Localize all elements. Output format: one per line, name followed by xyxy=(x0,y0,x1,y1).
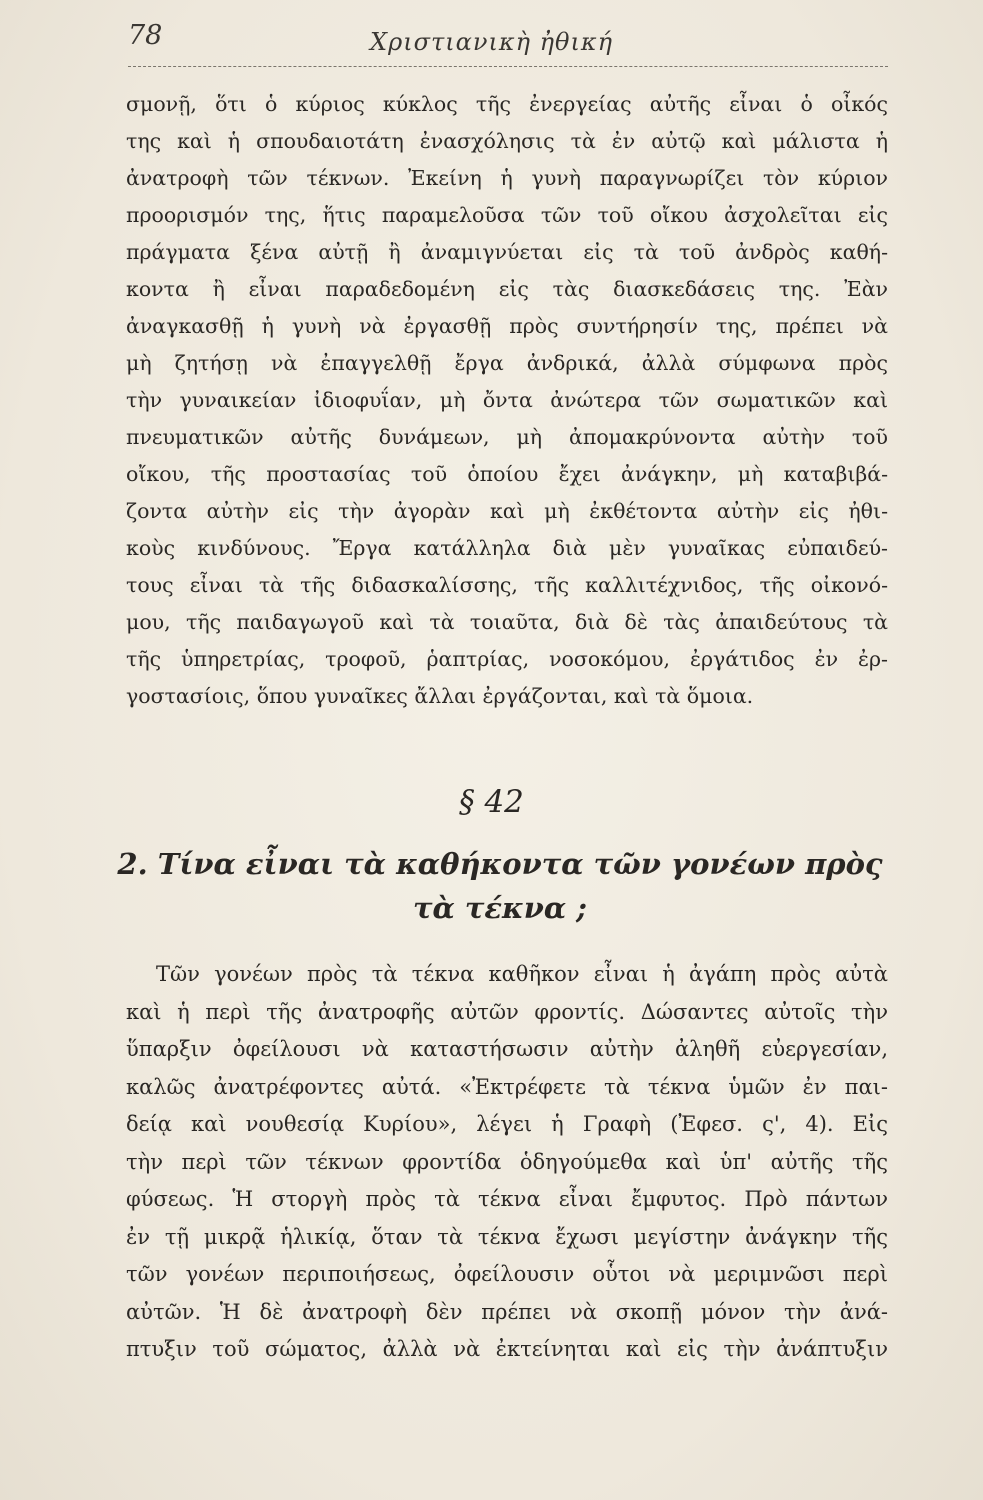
page-header xyxy=(0,0,983,70)
text-line: ὕπαρξιν ὀφείλουσι νὰ καταστήσωσιν αὐτὴν ἀληθῆ εὐεργεσίαν, xyxy=(126,1037,888,1061)
text-line: μου, τῆς παιδαγωγοῦ καὶ τὰ τοιαῦτα, διὰ δὲ τὰς ἀπαιδεύτους τὰ xyxy=(126,610,888,634)
text-line: κοντα ἢ εἶναι παραδεδομένη εἰς τὰς διασκεδάσεις της. Ἐὰν xyxy=(126,277,888,301)
text-line: πράγματα ξένα αὐτῇ ἢ ἀναμιγνύεται εἰς τὰ τοῦ ἀνδρὸς καθή- xyxy=(126,240,888,264)
text-line: οἴκου, τῆς προστασίας τοῦ ὁποίου ἔχει ἀνάγκην, μὴ καταβιβά- xyxy=(126,462,888,486)
text-line: δείᾳ καὶ νουθεσίᾳ Κυρίου», λέγει ἡ Γραφὴ (Ἐφεσ. ς', 4). Εἰς xyxy=(126,1112,888,1136)
text-line: αὐτῶν. Ἡ δὲ ἀνατροφὴ δὲν πρέπει νὰ σκοπῇ μόνον τὴν ἀνά- xyxy=(126,1299,888,1324)
text-line: της καὶ ἡ σπουδαιοτάτη ἐνασχόλησις τὰ ἐν αὐτῷ καὶ μάλιστα ἡ xyxy=(126,129,888,153)
text-line: τὴν γυναικείαν ἰδιοφυΐαν, μὴ ὄντα ἀνώτερα τῶν σωματικῶν καὶ xyxy=(126,388,888,412)
running-title: Χριστιανικὴ ἠθική xyxy=(370,28,613,56)
text-line: ἀνατροφὴ τῶν τέκνων. Ἐκείνη ἡ γυνὴ παραγνωρίζει τὸν κύριον xyxy=(126,166,888,190)
section-heading xyxy=(100,842,900,930)
body-text-section-1 xyxy=(126,86,888,715)
text-line: φύσεως. Ἡ στοργὴ πρὸς τὰ τέκνα εἶναι ἔμφυτος. Πρὸ πάντων xyxy=(126,1187,888,1211)
text-line: τῶν γονέων περιποιήσεως, ὀφείλουσιν οὗτοι νὰ μεριμνῶσι περὶ xyxy=(126,1262,888,1286)
page-number: 78 xyxy=(128,20,163,51)
heading-line: 2. Τίνα εἶναι τὰ καθήκοντα τῶν γονέων πρὸς xyxy=(117,847,883,881)
text-line: προορισμόν της, ἥτις παραμελοῦσα τῶν τοῦ οἴκου ἀσχολεῖται εἰς xyxy=(126,203,888,227)
text-line: κοὺς κινδύνους. Ἔργα κατάλληλα διὰ μὲν γυναῖκας εὐπαιδεύ- xyxy=(126,536,888,560)
text-line: πτυξιν τοῦ σώματος, ἀλλὰ νὰ ἐκτείνηται καὶ εἰς τὴν ἀνάπτυξιν xyxy=(126,1337,888,1361)
text-line: πνευματικῶν αὐτῆς δυνάμεων, μὴ ἀπομακρύνοντα αὐτὴν τοῦ xyxy=(126,425,888,449)
heading-line: τὰ τέκνα ; xyxy=(412,891,588,925)
text-line: μὴ ζητήσῃ νὰ ἐπαγγελθῇ ἔργα ἀνδρικά, ἀλλὰ σύμφωνα πρὸς xyxy=(126,351,888,375)
text-line: τους εἶναι τὰ τῆς διδασκαλίσσης, τῆς καλλιτέχνιδος, τῆς οἰκονό- xyxy=(126,573,888,597)
body-text-section-2 xyxy=(126,956,888,1369)
text-line: καλῶς ἀνατρέφοντες αὐτά. «Ἐκτρέφετε τὰ τέκνα ὑμῶν ἐν παι- xyxy=(126,1074,888,1099)
text-line: ζοντα αὐτὴν εἰς τὴν ἀγορὰν καὶ μὴ ἐκθέτοντα αὐτὴν εἰς ἠθι- xyxy=(126,499,888,523)
text-line: καὶ ἡ περὶ τῆς ἀνατροφῆς αὐτῶν φροντίς. Δώσαντες αὐτοῖς τὴν xyxy=(126,999,888,1024)
text-line: ἀναγκασθῇ ἡ γυνὴ νὰ ἐργασθῇ πρὸς συντήρησίν της, πρέπει νὰ xyxy=(126,314,888,338)
text-line: σμονῇ, ὅτι ὁ κύριος κύκλος τῆς ἐνεργείας αὐτῆς εἶναι ὁ οἶκός xyxy=(126,92,888,116)
text-line: ἐν τῇ μικρᾷ ἡλικίᾳ, ὅταν τὰ τέκνα ἔχωσι μεγίστην ἀνάγκην τῆς xyxy=(126,1224,888,1249)
section-number: § 42 xyxy=(459,784,524,820)
text-line: γοστασίοις, ὅπου γυναῖκες ἄλλαι ἐργάζονται, καὶ τὰ ὅμοια. xyxy=(126,684,754,708)
text-line: τῆς ὑπηρετρίας, τροφοῦ, ῥαπτρίας, νοσοκόμου, ἐργάτιδος ἐν ἐρ- xyxy=(126,647,888,671)
text-line: Τῶν γονέων πρὸς τὰ τέκνα καθῆκον εἶναι ἡ ἀγάπη πρὸς αὐτὰ xyxy=(156,962,888,986)
text-line: τὴν περὶ τῶν τέκνων φροντίδα ὁδηγούμεθα καὶ ὑπ' αὐτῆς τῆς xyxy=(126,1149,888,1174)
header-rule xyxy=(128,66,888,67)
